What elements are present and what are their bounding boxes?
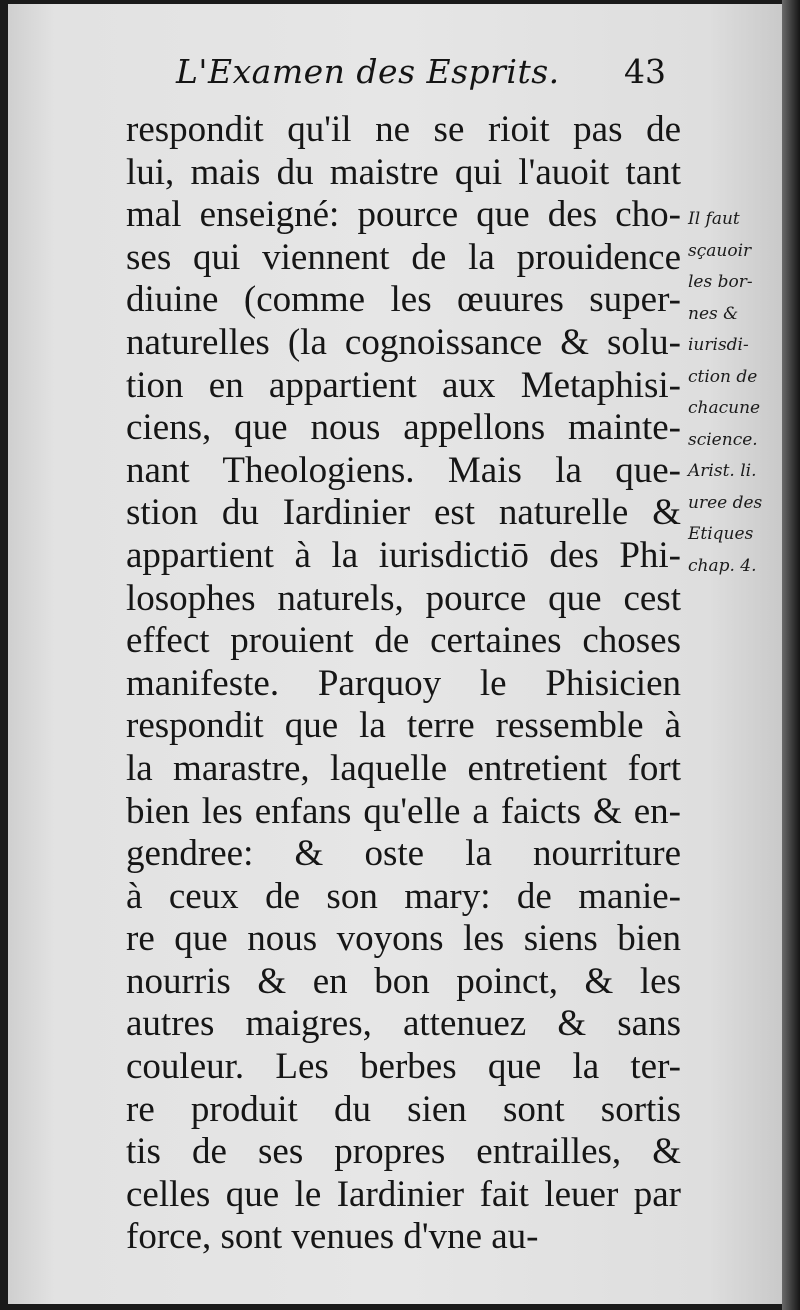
text-line: tis de ses propres entrailles, & bbox=[126, 1131, 681, 1173]
margin-note-line: sçauoir bbox=[688, 240, 752, 261]
text-line: nant Theologiens. Mais la que- bbox=[126, 449, 681, 491]
margin-note-line: Il faut bbox=[688, 209, 740, 229]
text-line: celles que le Iardinier fait leuer par bbox=[126, 1173, 681, 1215]
text-line: losophes naturels, pource que cest bbox=[126, 577, 681, 619]
text-line: à ceux de son mary: de manie- bbox=[126, 875, 681, 917]
text-line: mal enseigné: pource que des cho- bbox=[126, 194, 681, 236]
margin-note-line: chacune bbox=[688, 398, 761, 418]
text-line: tion en appartient aux Metaphisi- bbox=[126, 364, 681, 406]
text-line: nourris & en bon poinct, & les bbox=[126, 960, 681, 1002]
text-line: ciens, que nous appellons mainte- bbox=[126, 407, 681, 449]
margin-note-line: science. bbox=[688, 429, 758, 450]
margin-note-line: Arist. li. bbox=[688, 461, 757, 481]
margin-note-line: iurisdi- bbox=[688, 335, 749, 355]
page-number: 43 bbox=[624, 52, 666, 91]
text-line: respondit qu'il ne se rioit pas de bbox=[126, 109, 681, 150]
margin-note bbox=[688, 204, 786, 582]
margin-note-line: les bor- bbox=[688, 272, 753, 292]
text-line: lui, mais du maistre qui l'auoit tant bbox=[126, 151, 681, 193]
text-line: appartient à la iurisdictiō des Phi- bbox=[126, 534, 681, 576]
page-gutter bbox=[782, 0, 800, 1310]
text-line: re produit du sien sont sortis bbox=[126, 1088, 681, 1130]
margin-note-line: ction de bbox=[688, 366, 758, 387]
text-line: respondit que la terre ressemble à bbox=[126, 705, 681, 747]
text-line: force, sont venues d'vne au- bbox=[126, 1216, 539, 1258]
margin-note-line: nes & bbox=[688, 303, 739, 324]
book-page bbox=[8, 4, 786, 1304]
text-line: naturelles (la cognoissance & solu- bbox=[126, 321, 681, 363]
text-line: gendree: & oste la nourriture bbox=[126, 833, 681, 875]
text-line: manifeste. Parquoy le Phisicien bbox=[126, 662, 681, 704]
text-line: autres maigres, attenuez & sans bbox=[126, 1003, 681, 1045]
margin-note-line: Etiques bbox=[688, 524, 754, 544]
margin-note-line: chap. 4. bbox=[688, 555, 757, 576]
margin-note-line: uree des bbox=[688, 492, 763, 513]
text-line: re que nous voyons les siens bien bbox=[126, 918, 681, 960]
page-header bbox=[176, 52, 666, 102]
running-title: L'Examen des Esprits. bbox=[176, 52, 560, 91]
text-line: effect prouient de certaines choses bbox=[126, 620, 681, 662]
text-line: stion du Iardinier est naturelle & bbox=[126, 492, 681, 534]
text-line: la marastre, laquelle entretient fort bbox=[126, 747, 681, 789]
body-text bbox=[126, 109, 681, 1259]
text-line: bien les enfans qu'elle a faicts & en- bbox=[126, 790, 681, 832]
text-line: ses qui viennent de la prouidence bbox=[126, 236, 681, 278]
text-line: couleur. Les berbes que la ter- bbox=[126, 1046, 681, 1088]
text-line: diuine (comme les œuures super- bbox=[126, 279, 681, 321]
